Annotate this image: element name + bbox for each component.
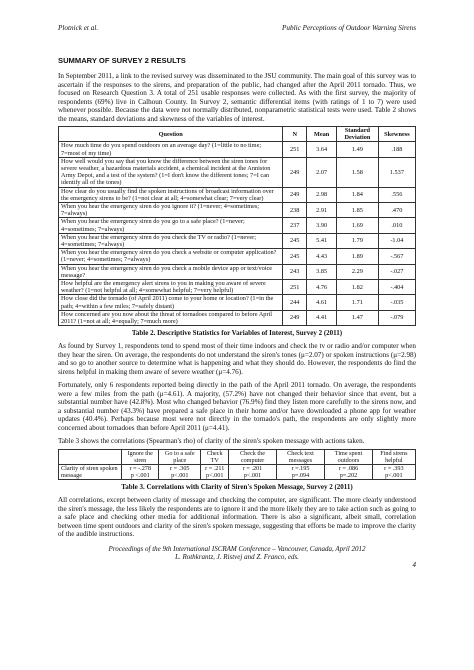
rho-value: r = .305: [170, 465, 190, 472]
col-sd: Standard Deviation: [337, 127, 379, 142]
skewness-cell: -.404: [378, 280, 415, 295]
skewness-cell: .470: [378, 203, 415, 218]
sd-cell: 1.69: [337, 218, 379, 233]
table-3-caption: Table 3. Correlations with Clarity of Siren's Spoken Message, Survey 2 (2011): [121, 483, 353, 491]
question-cell: How much time do you spend outdoors on an average day? (1=little to no time; 7=most of my time): [59, 142, 283, 157]
rho-value: r = -.278: [129, 465, 151, 472]
n-cell: 249: [283, 157, 307, 187]
question-cell: How clear do you usually find the spoken instructions of broadcast information over the emergency sirens to be? (1=not clear at all; 4=somewhat clear; 7=very clear): [59, 187, 283, 202]
p-value: p<.001: [243, 472, 262, 479]
rho-value: r = .086: [338, 465, 359, 472]
skewness-cell: -.567: [378, 249, 415, 264]
section-title: SUMMARY OF SURVEY 2 RESULTS: [58, 56, 186, 65]
table-2: [58, 126, 416, 326]
col-n: N: [283, 127, 307, 142]
sd-cell: 1.71: [337, 295, 379, 310]
rho-value: r = .211: [205, 465, 225, 472]
rho-value: r = .201: [242, 465, 263, 472]
paragraph-intro: In September 2011, a link to the revised survey was disseminated to the JSU community. The main goal of this survey was to ascertain if the responses to the sirens, and preparation of the public, had changed after the April 2011 tornado. Thus, we focused on Research Question 3. A total of 251 usable responses were collected. As with the first survey, the majority of respondents (69%) live in Calhoun County. In Survey 2, semantic differential items (with ratings of 1 to 7) were used whenever possible. Because the data were not normally distributed, nonparametric statistical tests were used. Table 2 shows the means, standard deviations and skewness of the variables of interest.: [58, 72, 416, 123]
skewness-cell: -.035: [378, 295, 415, 310]
proceedings-footer: [58, 545, 416, 562]
table-row: [59, 264, 416, 279]
table-row: [59, 142, 416, 157]
table-row: [59, 218, 416, 233]
table-2-header-row: [59, 127, 416, 142]
question-cell: How helpful are the emergency alert sirens to you in making you aware of severe weather? (1=not helpful at all; 4=somewhat helpful; 7=very helpful): [59, 280, 283, 295]
skewness-cell: 1.537: [378, 157, 415, 187]
paragraph-table3-intro: Table 3 shows the correlations (Spearman's rho) of clarity of the siren's spoken message with actions taken.: [58, 437, 365, 445]
question-cell: How well would you say that you know the difference between the siren tones for severe weather, a hazardous materials accident, a chemical incident at the Anniston Army Depot, and a test of the system? (1=I don't know the different tones; 7=I can identify all of the tones): [59, 157, 283, 187]
header-title: Public Perceptions of Outdoor Warning Sirens: [282, 24, 416, 32]
table-row: [59, 203, 416, 218]
mean-cell: 5.41: [307, 233, 337, 248]
question-cell: When you hear the emergency siren do you check a website or computer application? (1=never; 4=sometimes; 7=always): [59, 249, 283, 264]
t3-col-ignore: Ignore the siren: [122, 450, 159, 465]
mean-cell: 3.64: [307, 142, 337, 157]
mean-cell: 2.07: [307, 157, 337, 187]
p-value: p<.001: [206, 472, 224, 479]
n-cell: 249: [283, 310, 307, 325]
mean-cell: 2.98: [307, 187, 337, 202]
p-value: p=.094: [291, 472, 310, 479]
question-cell: When you hear the emergency siren do you ignore it? (1=never; 4=sometimes; 7=always): [59, 203, 283, 218]
page-number: 4: [412, 561, 416, 569]
t3-col-outdoors: Time spent outdoors: [325, 450, 372, 465]
skewness-cell: .556: [378, 187, 415, 202]
p-value: p<.001: [171, 472, 189, 479]
sd-cell: 1.47: [337, 310, 379, 325]
question-cell: How close did the tornado (of April 2011) come to your home or location? (1=in the path; 4=within a few miles; 7=safely distant): [59, 295, 283, 310]
sd-cell: 2.29: [337, 264, 379, 279]
col-mean: Mean: [307, 127, 337, 142]
footer-line-2: L. Rothkrantz, J. Ristvej and Z. Franco, eds.: [175, 553, 299, 562]
n-cell: 243: [283, 264, 307, 279]
sd-cell: 1.85: [337, 203, 379, 218]
n-cell: 244: [283, 295, 307, 310]
table-row: [59, 310, 416, 325]
paragraph-survey1-comparison: As found by Survey 1, respondents tend to spend most of their time indoors and check the tv or radio and/or computer when they hear the siren. On average, the respondents do not understand the siren's tones (μ=2.07) or spoken instructions (μ=2.98) and so go to another source to determine what is happening and what they should do. However, the respondents do find the sirens helpful in making them aware of severe weather (μ=4.76).: [58, 342, 416, 376]
n-cell: 245: [283, 249, 307, 264]
question-cell: How concerned are you now about the threat of tornadoes compared to before April 2011? (1=not at all; 4=equally; 7=much more): [59, 310, 283, 325]
skewness-cell: -1.04: [378, 233, 415, 248]
skewness-cell: -.027: [378, 264, 415, 279]
mean-cell: 4.76: [307, 280, 337, 295]
n-cell: 251: [283, 142, 307, 157]
mean-cell: 4.43: [307, 249, 337, 264]
skewness-cell: -.079: [378, 310, 415, 325]
skewness-cell: .010: [378, 218, 415, 233]
table-row: [59, 157, 416, 187]
t3-col-tv: Check TV: [201, 450, 229, 465]
mean-cell: 3.85: [307, 264, 337, 279]
mean-cell: 4.41: [307, 310, 337, 325]
question-cell: When you hear the emergency siren do you check the TV or radio? (1=never; 4=sometimes; 7=always): [59, 233, 283, 248]
sd-cell: 1.58: [337, 157, 379, 187]
sd-cell: 1.49: [337, 142, 379, 157]
t3-col-text: Check text messages: [276, 450, 325, 465]
sd-cell: 1.79: [337, 233, 379, 248]
mean-cell: 3.90: [307, 218, 337, 233]
p-value: p=.202: [339, 472, 358, 479]
running-header: [58, 24, 416, 32]
paragraph-tornado-impact: Fortunately, only 6 respondents reported being directly in the path of the April 2011 tornado. On average, the respondents were a few miles from the path (μ=4.61). A majority, (57.2%) have not changed their behavior since that event, but a substantial number have (42.8%). Most who changed behavior (76.9%) find they listen more carefully to the sirens now, and a substantial number (43.3%) have prepared a safe place in their home and/or have downloaded a phone app for weather updates (40.4%). Perhaps because most were not directly in the tornado's path, the respondents are only slightly more concerned about tornadoes than before April 2011 (μ=4.41).: [58, 381, 416, 432]
n-cell: 237: [283, 218, 307, 233]
table-row: [59, 187, 416, 202]
paragraph-correlation-discussion: All correlations, except between clarity of message and checking the computer, are significant. The more clearly understood the siren's message, the less likely the respondents are to ignore it and the more likely they are to take action such as going to a safe place and checking other media for additional information. There is also a significant, albeit small, correlation between time spent outdoors and clarity of the siren's spoken message, suggesting that efforts be made to improve the clarity of the audible instructions.: [58, 496, 416, 539]
n-cell: 251: [283, 280, 307, 295]
sd-cell: 1.84: [337, 187, 379, 202]
n-cell: 249: [283, 187, 307, 202]
footer-line-1: Proceedings of the 9th International ISCRAM Conference – Vancouver, Canada, April 2012: [108, 545, 366, 553]
sd-cell: 1.89: [337, 249, 379, 264]
table-row: [59, 280, 416, 295]
header-authors: Plotnick et al.: [58, 24, 99, 32]
table-2-body: [59, 142, 416, 326]
col-question: Question: [59, 127, 283, 142]
p-value: p <.001: [130, 472, 150, 479]
rho-value: r = .393: [384, 465, 404, 472]
table-row: [59, 295, 416, 310]
p-value: p<.001: [385, 472, 403, 479]
table-row: [59, 233, 416, 248]
t3-col-helpful: Find sirens helpful: [372, 450, 415, 465]
t3-col-computer: Check the computer: [229, 450, 276, 465]
n-cell: 245: [283, 233, 307, 248]
question-cell: When you hear the emergency siren do you check a mobile device app or text/voice message?: [59, 264, 283, 279]
rho-value: r =.195: [291, 465, 310, 472]
n-cell: 238: [283, 203, 307, 218]
t3-row-label: Clarity of siren spoken message: [59, 465, 122, 480]
sd-cell: 1.82: [337, 280, 379, 295]
col-skewness: Skewness: [378, 127, 415, 142]
table-2-caption: Table 2. Descriptive Statistics for Variables of Interest, Survey 2 (2011): [131, 329, 343, 337]
skewness-cell: .188: [378, 142, 415, 157]
mean-cell: 2.91: [307, 203, 337, 218]
mean-cell: 4.61: [307, 295, 337, 310]
t3-col-safe-place: Go to a safe place: [159, 450, 201, 465]
question-cell: When you hear the emergency siren do you go to a safe place? (1=never; 4=sometimes; 7=always): [59, 218, 283, 233]
table-row: [59, 249, 416, 264]
